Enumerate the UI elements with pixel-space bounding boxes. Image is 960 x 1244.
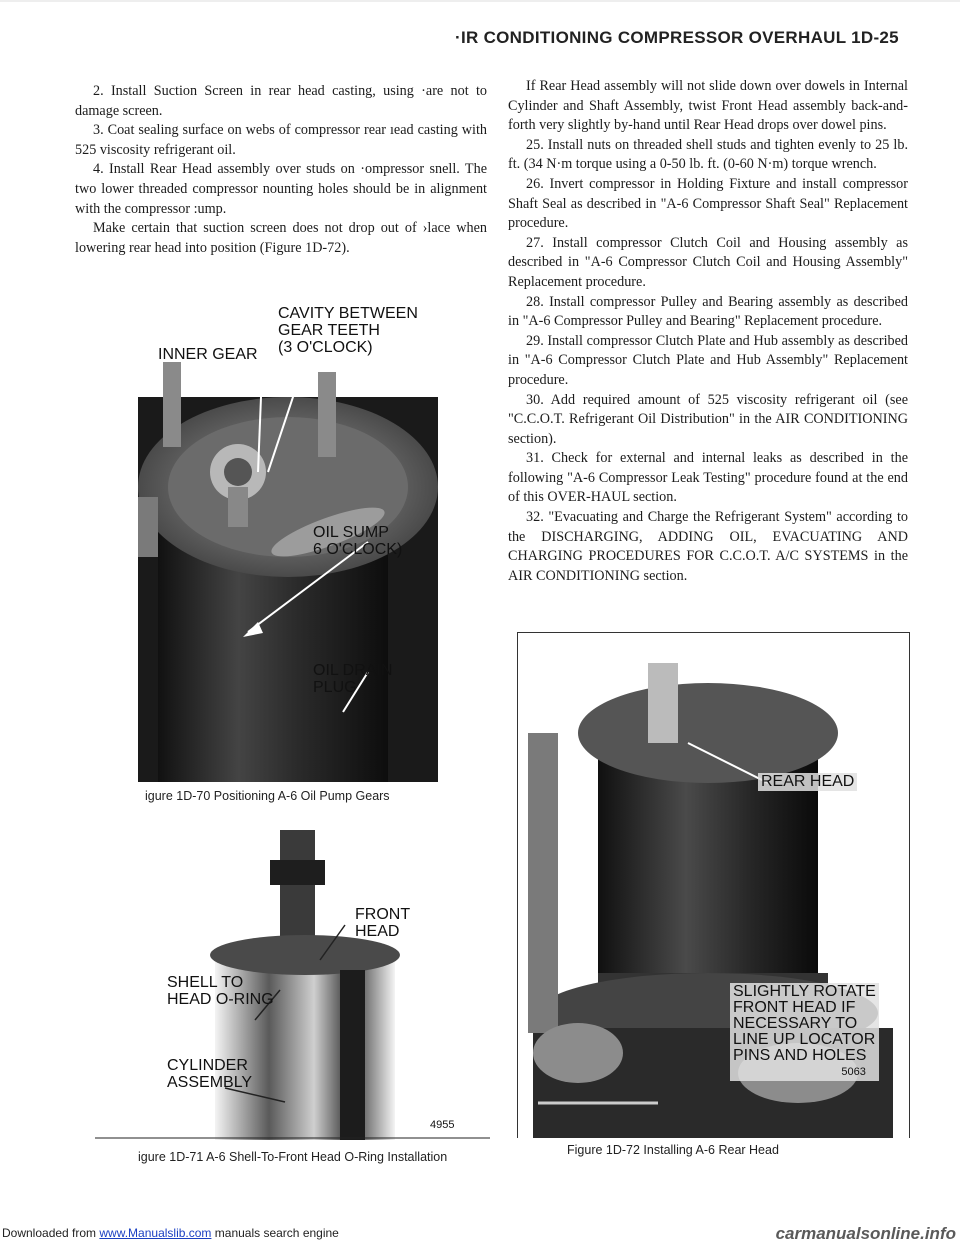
figure-caption-1d-71: igure 1D-71 A-6 Shell-To-Front Head O-Ring Installation: [138, 1150, 448, 1164]
paragraph: 2. Install Suction Screen in rear head casting, using ·are not to damage screen.: [75, 83, 487, 119]
paragraph: 32. "Evacuating and Charge the Refrigerant System" according to the DISCHARGING, ADDING OIL, EVACUATING AND CHARGING PROCEDURES FOR C.C.O.T. A/C SYSTEMS in the AIR CONDITIONING section.: [508, 509, 908, 584]
label-oil-drain: OIL DRAIN PLUG: [313, 662, 393, 696]
figure-1d-71: [95, 820, 490, 1140]
figure-number: 5063: [841, 1066, 866, 1078]
top-rule: [0, 0, 960, 2]
paragraph: 30. Add required amount of 525 viscosity refrigerant oil (see "C.C.O.T. Refrigerant Oil Distribution" in the AIR CONDITIONING section).: [508, 391, 908, 447]
paragraph: 27. Install compressor Clutch Coil and Housing assembly as described in "A-6 Compressor Clutch Coil and Housing Assembly" Replacement procedure.: [508, 234, 908, 290]
paragraph: 26. Invert compressor in Holding Fixture and install compressor Shaft Seal as described in "A-6 Compressor Shaft Seal" Replacement procedure.: [508, 175, 908, 232]
figure-caption-1d-70: igure 1D-70 Positioning A-6 Oil Pump Gears: [145, 789, 390, 803]
label-cavity: CAVITY BETWEEN GEAR TEETH (3 O'CLOCK): [278, 305, 418, 356]
page-footer: [0, 1224, 960, 1242]
watermark: carmanualsonline.info: [775, 1224, 956, 1243]
label-rotate-instructions: SLIGHTLY ROTATE FRONT HEAD IF NECESSARY TO LINE UP LOCATOR PINS AND HOLES 5063: [730, 983, 879, 1081]
label-shell-oring: SHELL TO HEAD O-RING: [167, 974, 274, 1008]
paragraph: 4. Install Rear Head assembly over studs on ·ompressor snell. The two lower threaded compressor nounting holes should be in alignment with the compressor :ump.: [75, 161, 487, 217]
label-inner-gear: INNER GEAR: [158, 346, 258, 363]
figure-number: 4955: [430, 1119, 455, 1131]
label-front-head: FRONT HEAD: [355, 906, 411, 940]
figure-1d-72: [517, 632, 910, 1138]
download-note: Downloaded from www.Manualslib.com manuals search engine: [2, 1226, 339, 1240]
paragraph: 25. Install nuts on threaded shell studs and tighten evenly to 25 lb. ft. (34 N·m torque using a 0-50 lb. ft. (0-60 N·m) torque wrench.: [508, 136, 908, 173]
paragraph: 3. Coat sealing surface on webs of compressor rear ıead casting with 525 viscosity refrigerant oil.: [75, 122, 487, 158]
figure-1d-70: [118, 287, 488, 782]
label-rear-head: REAR HEAD: [758, 773, 857, 791]
left-column-text: [75, 82, 487, 258]
figure-caption-1d-72: Figure 1D-72 Installing A-6 Rear Head: [567, 1143, 779, 1157]
paragraph: 29. Install compressor Clutch Plate and Hub assembly as described in "A-6 Compressor Clutch Plate and Hub Assembly" Replacement procedure.: [508, 332, 908, 388]
paragraph: Make certain that suction screen does not drop out of ›lace when lowering rear head into position (Figure 1D-72).: [75, 220, 487, 256]
paragraph: 28. Install compressor Pulley and Bearing assembly as described in "A-6 Compressor Pulley and Bearing" Replacement procedure.: [508, 293, 908, 330]
paragraph: If Rear Head assembly will not slide down over dowels in Internal Cylinder and Shaft Assembly, twist Front Head assembly back-and-forth very slightly by-hand until Rear Head drops over dowel pins.: [508, 78, 908, 134]
paragraph: 31. Check for external and internal leaks as described in the following "A-6 Compressor Leak Testing" procedure found at the end of this OVER-HAUL section.: [508, 450, 908, 506]
label-cylinder-assembly: CYLINDER ASSEMBLY: [167, 1057, 253, 1091]
right-column-text: [508, 77, 908, 586]
page-header: ·IR CONDITIONING COMPRESSOR OVERHAUL 1D-25: [455, 28, 899, 47]
label-oil-sump: OIL SUMP 6 O'CLOCK): [313, 524, 403, 558]
shell-oring-illustration: [95, 820, 490, 1140]
manualslib-link[interactable]: www.Manualslib.com: [99, 1226, 212, 1240]
